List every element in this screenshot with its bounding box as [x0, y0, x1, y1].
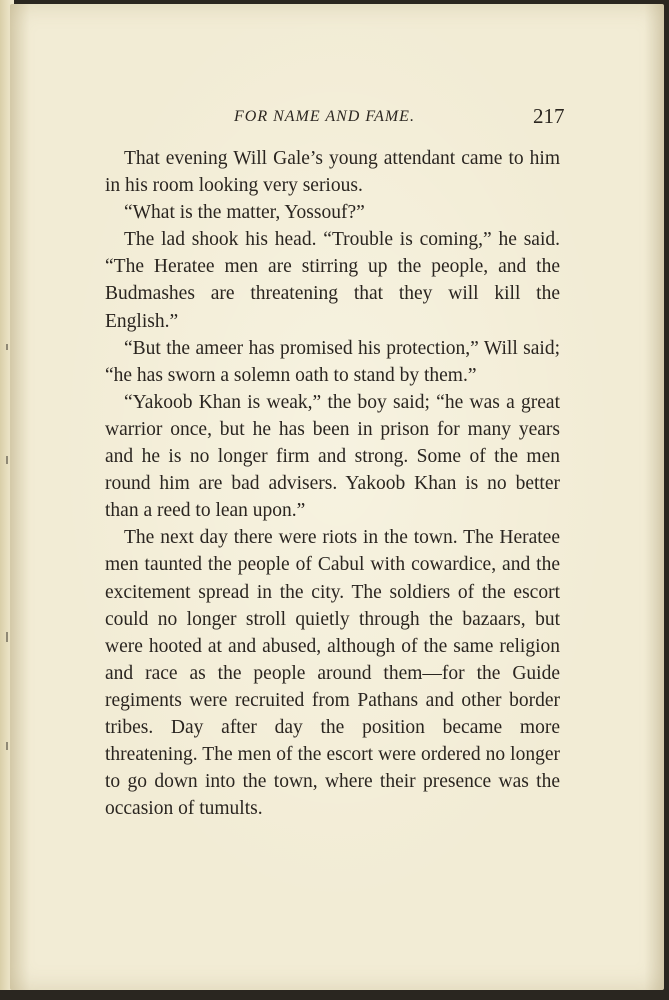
- paragraph: The lad shook his head. “Trouble is coming,” he said. “The Heratee men are stirring up the people, and the Budmashes are threatening that they will kill the English.”: [105, 229, 560, 332]
- paragraph: That evening Will Gale’s young attendant came to him in his room looking very serious.: [105, 148, 560, 197]
- book-page: [10, 4, 664, 990]
- margin-mark: [6, 344, 8, 350]
- margin-mark: [6, 632, 8, 642]
- body-text: [105, 145, 560, 822]
- page-header: [10, 104, 664, 134]
- running-title: FOR NAME AND FAME.: [234, 108, 415, 125]
- bottom-edge: [0, 990, 669, 1000]
- paragraph: “But the ameer has promised his protection,” Will said; “he has sworn a solemn oath to stand by them.”: [105, 337, 560, 386]
- paragraph: The next day there were riots in the town. The Heratee men taunted the people of Cabul with cowardice, and the excitement spread in the city. The soldiers of the escort could no longer stroll quietly through the bazaars, but were hooted at and abused, although of the same religion and race as the people around them—for the Guide regiments were recruited from Pathans and other border tribes. Day after day the position became more threatening. The men of the escort were ordered no longer to go down into the town, where their presence was the occasion of tumults.: [105, 527, 560, 820]
- paragraph: “Yakoob Khan is weak,” the boy said; “he was a great warrior once, but he has been in prison for many years and he is no longer firm and strong. Some of the men round him are bad advisers. Yakoob Khan is no better than a reed to lean upon.”: [105, 391, 560, 522]
- margin-mark: [6, 742, 8, 750]
- page-number: 217: [533, 104, 565, 128]
- margin-mark: [6, 456, 8, 464]
- paragraph: “What is the matter, Yossouf?”: [124, 202, 365, 224]
